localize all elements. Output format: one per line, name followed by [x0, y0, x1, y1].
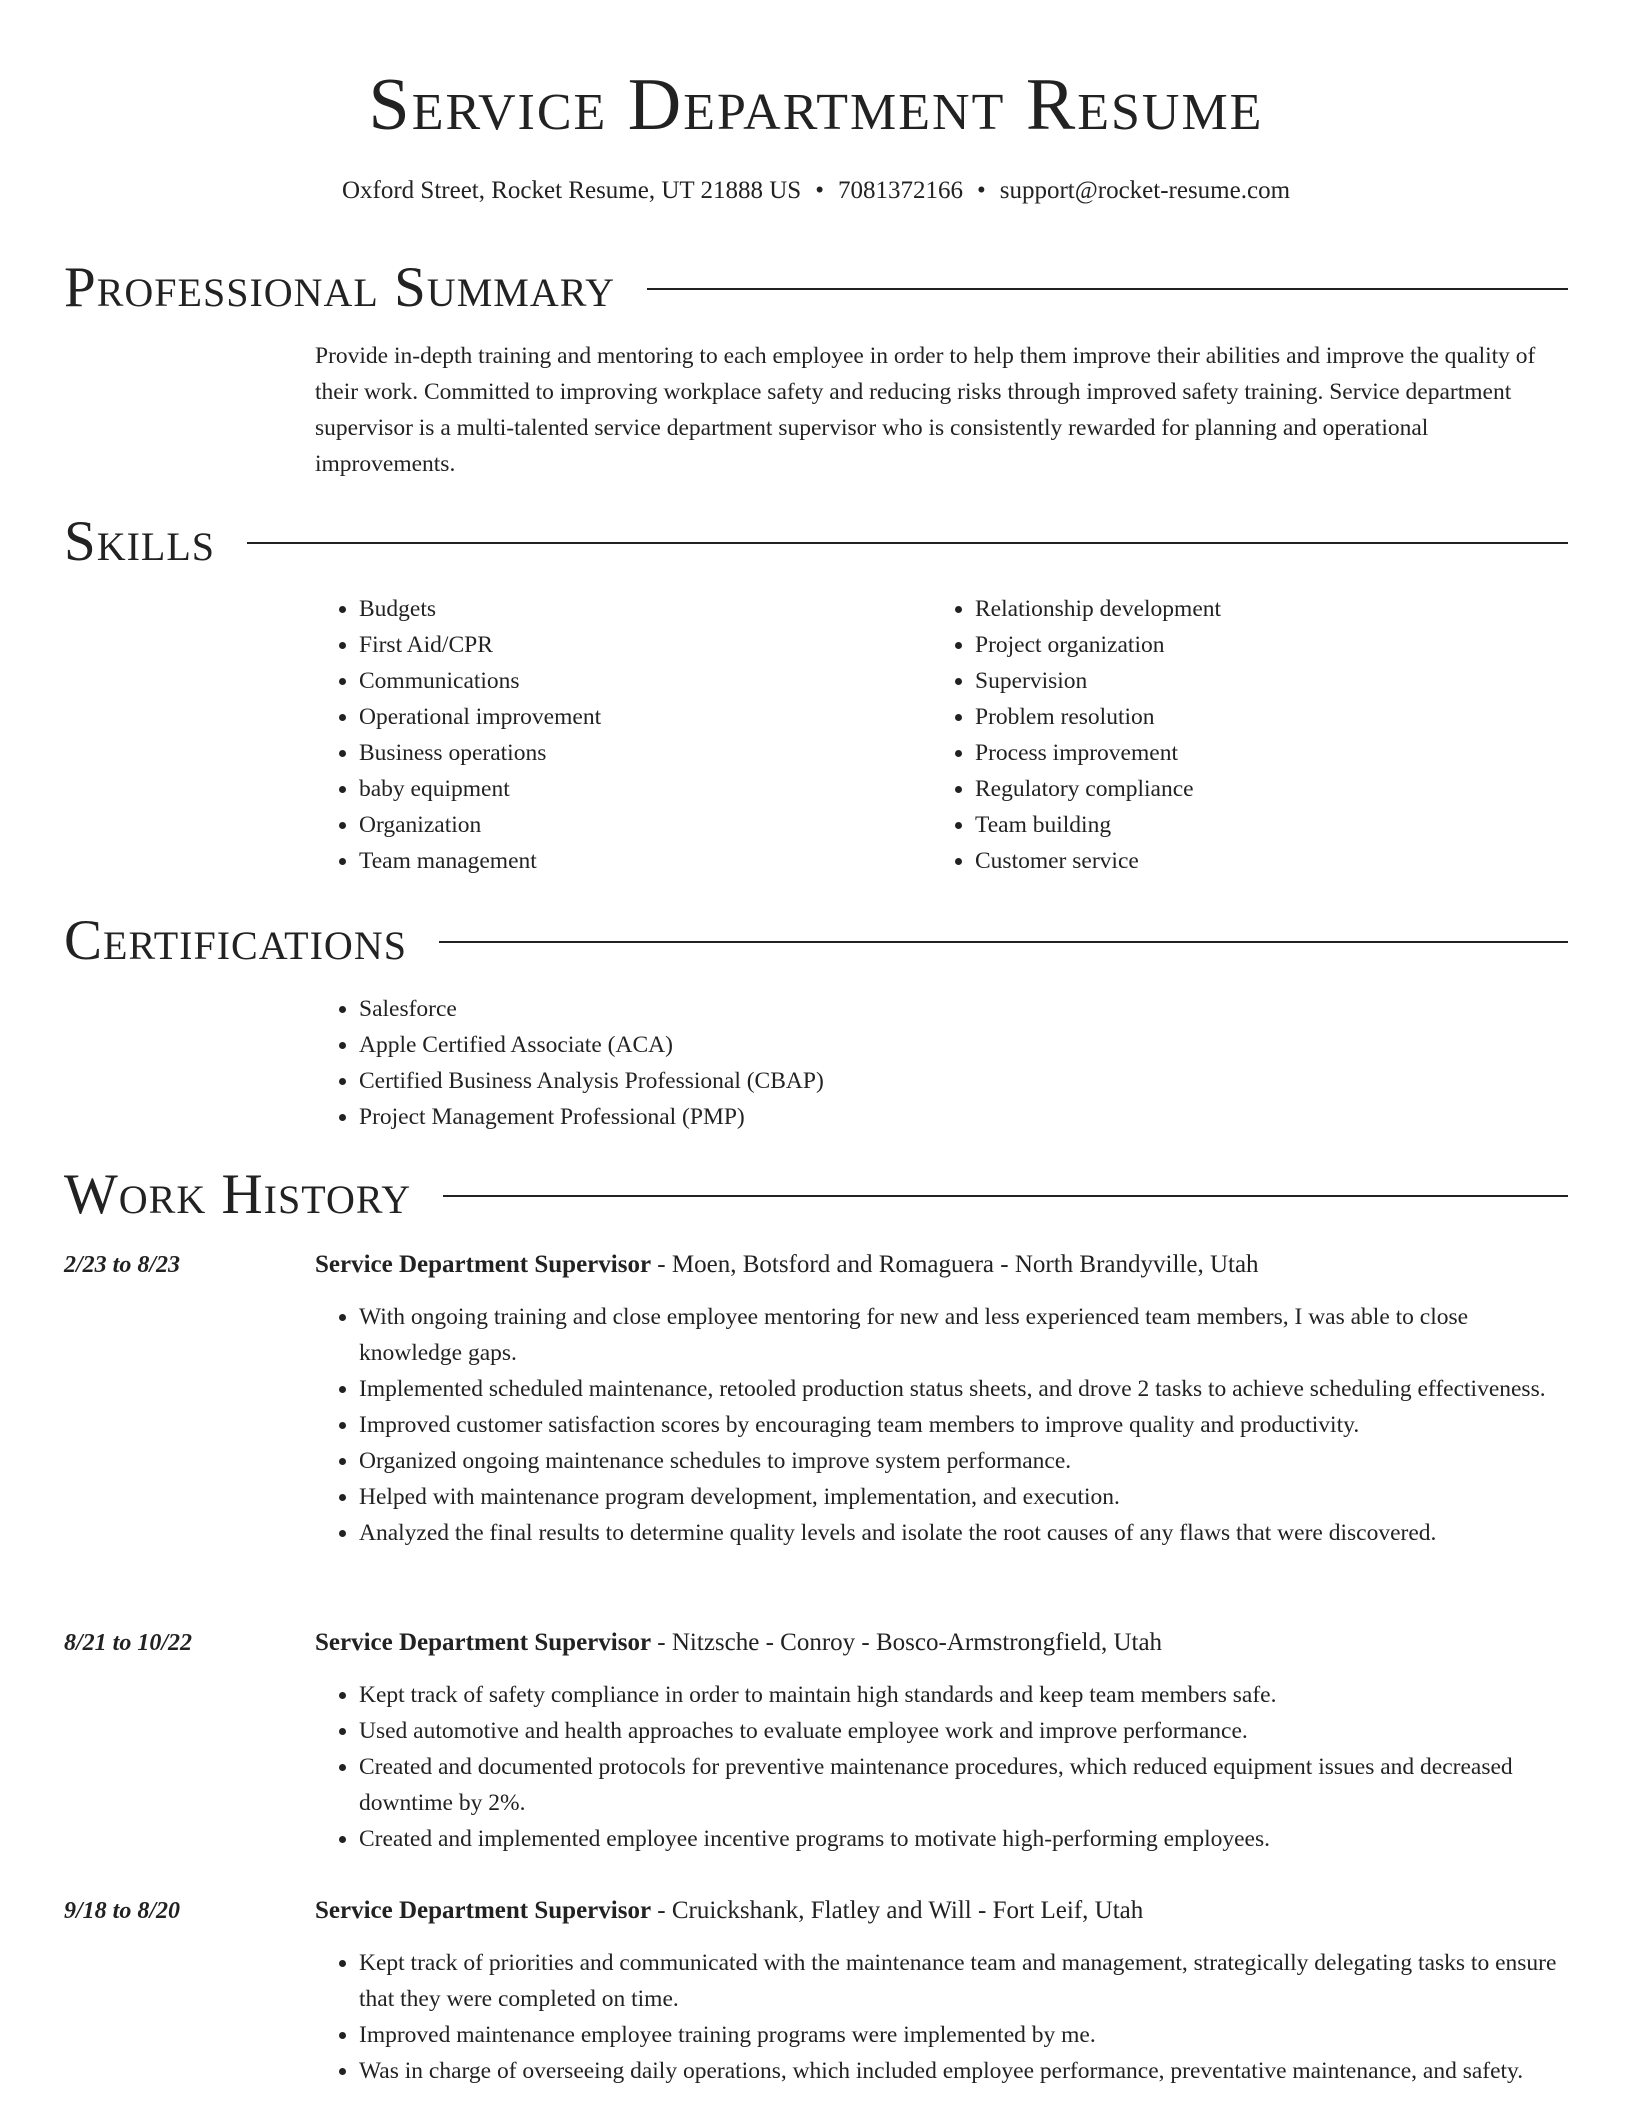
job-dates: 9/18 to 8/20: [64, 1898, 181, 1924]
skills-grid: [315, 591, 1570, 879]
skill-item: • Customer service: [975, 843, 1547, 879]
skill-item: • Team management: [359, 843, 931, 879]
job-bullet: • Analyzed the final results to determine quality levels and isolate the root causes of any flaws that were discovered.: [359, 1515, 1570, 1551]
certifications-heading-rule: [439, 941, 1568, 943]
skills-column-right: [931, 591, 1547, 879]
work-history-heading-rule: [443, 1195, 1568, 1197]
job-title: Service Department Supervisor: [315, 1251, 652, 1278]
skill-item: • Relationship development: [975, 591, 1547, 627]
job-bullets: [315, 1945, 1570, 2089]
contact-phone: 7081372166: [837, 177, 963, 204]
certification-item: • Apple Certified Associate (ACA): [359, 1027, 1570, 1063]
job-header: [315, 1625, 1570, 1661]
job-employer: - Moen, Botsford and Romaguera - North Brandyville, Utah: [651, 1251, 1259, 1278]
skill-item: • Business operations: [359, 735, 931, 771]
contact-separator: •: [976, 177, 986, 204]
job-bullet: • Implemented scheduled maintenance, retooled production status sheets, and drove 2 tasks to achieve scheduling effectiveness.: [359, 1371, 1570, 1407]
job-bullet: • With ongoing training and close employee mentoring for new and less experienced team members, I was able to close knowledge gaps.: [359, 1299, 1570, 1371]
job-title: Service Department Supervisor: [315, 1897, 652, 1924]
skill-item: • Supervision: [975, 663, 1547, 699]
work-history-heading-label: Work History: [64, 1162, 412, 1226]
certification-item: • Certified Business Analysis Professional (CBAP): [359, 1063, 1570, 1099]
skill-item: • Problem resolution: [975, 699, 1547, 735]
certifications-heading-label: Certifications: [64, 908, 407, 972]
skill-item: • First Aid/CPR: [359, 627, 931, 663]
job-bullet: • Used automotive and health approaches to evaluate employee work and improve performance.: [359, 1713, 1570, 1749]
summary-body: [315, 338, 1570, 482]
job-entry: [315, 1893, 1570, 2089]
skills-column-left: [315, 591, 931, 879]
job-dates: 2/23 to 8/23: [64, 1252, 181, 1278]
summary-text: Provide in-depth training and mentoring to each employee in order to help them improve their abilities and improve the quality of their work. Committed to improving workplace safety and reducing risks through improved safety training. Service department supervisor is a multi-talented service department supervisor who is consistently rewarded for planning and operational improvements.: [315, 343, 1536, 477]
skills-list-right: [931, 591, 1547, 879]
summary-heading-label: Professional Summary: [64, 255, 616, 319]
skill-item: • Communications: [359, 663, 931, 699]
skill-item: • Regulatory compliance: [975, 771, 1547, 807]
skills-list-left: [315, 591, 931, 879]
job-bullet: • Created and documented protocols for preventive maintenance procedures, which reduced equipment issues and decreased downtime by 2%.: [359, 1749, 1570, 1821]
job-bullet: • Helped with maintenance program development, implementation, and execution.: [359, 1479, 1570, 1515]
job-bullet: • Organized ongoing maintenance schedules to improve system performance.: [359, 1443, 1570, 1479]
job-bullets: [315, 1299, 1570, 1551]
certification-item: • Project Management Professional (PMP): [359, 1099, 1570, 1135]
skill-item: • Team building: [975, 807, 1547, 843]
summary-heading-rule: [647, 288, 1568, 290]
job-employer: - Cruickshank, Flatley and Will - Fort Leif, Utah: [651, 1897, 1144, 1924]
job-bullet: • Created and implemented employee incentive programs to motivate high-performing employees.: [359, 1821, 1570, 1857]
skill-item: • baby equipment: [359, 771, 931, 807]
contact-line: [0, 173, 1632, 209]
resume-title: Service Department Resume: [368, 64, 1264, 146]
job-employer: - Nitzsche - Conroy - Bosco-Armstrongfield, Utah: [651, 1629, 1163, 1656]
certification-item: • Salesforce: [359, 991, 1570, 1027]
work-history-section-heading: [64, 1159, 1568, 1229]
skill-item: • Project organization: [975, 627, 1547, 663]
skill-item: • Process improvement: [975, 735, 1547, 771]
skills-heading-rule: [247, 542, 1568, 544]
skill-item: • Organization: [359, 807, 931, 843]
summary-section-heading: [64, 252, 1568, 322]
certifications-list: [315, 991, 1570, 1135]
certifications-body: [315, 991, 1570, 1135]
job-dates: 8/21 to 10/22: [64, 1630, 193, 1656]
job-bullet: • Kept track of priorities and communicated with the maintenance team and management, strategically delegating tasks to ensure that they were completed on time.: [359, 1945, 1570, 2017]
job-title: Service Department Supervisor: [315, 1629, 652, 1656]
contact-email: support@rocket-resume.com: [999, 177, 1291, 204]
skills-body: [315, 591, 1570, 879]
job-header: [315, 1247, 1570, 1283]
job-bullet: • Improved customer satisfaction scores by encouraging team members to improve quality and productivity.: [359, 1407, 1570, 1443]
contact-separator: •: [815, 177, 824, 204]
job-bullets: [315, 1677, 1570, 1857]
contact-address: Oxford Street, Rocket Resume, UT 21888 US: [341, 177, 802, 204]
job-bullet: • Kept track of safety compliance in order to maintain high standards and keep team members safe.: [359, 1677, 1570, 1713]
skill-item: • Budgets: [359, 591, 931, 627]
skills-heading-label: Skills: [64, 509, 216, 573]
skill-item: • Operational improvement: [359, 699, 931, 735]
job-bullet: • Was in charge of overseeing daily operations, which included employee performance, preventative maintenance, and safety.: [359, 2053, 1570, 2089]
certifications-section-heading: [64, 905, 1568, 975]
skills-section-heading: [64, 506, 1568, 576]
job-entry: [315, 1247, 1570, 1551]
job-bullet: • Improved maintenance employee training programs were implemented by me.: [359, 2017, 1570, 2053]
job-header: [315, 1893, 1570, 1929]
job-entry: [315, 1625, 1570, 1857]
